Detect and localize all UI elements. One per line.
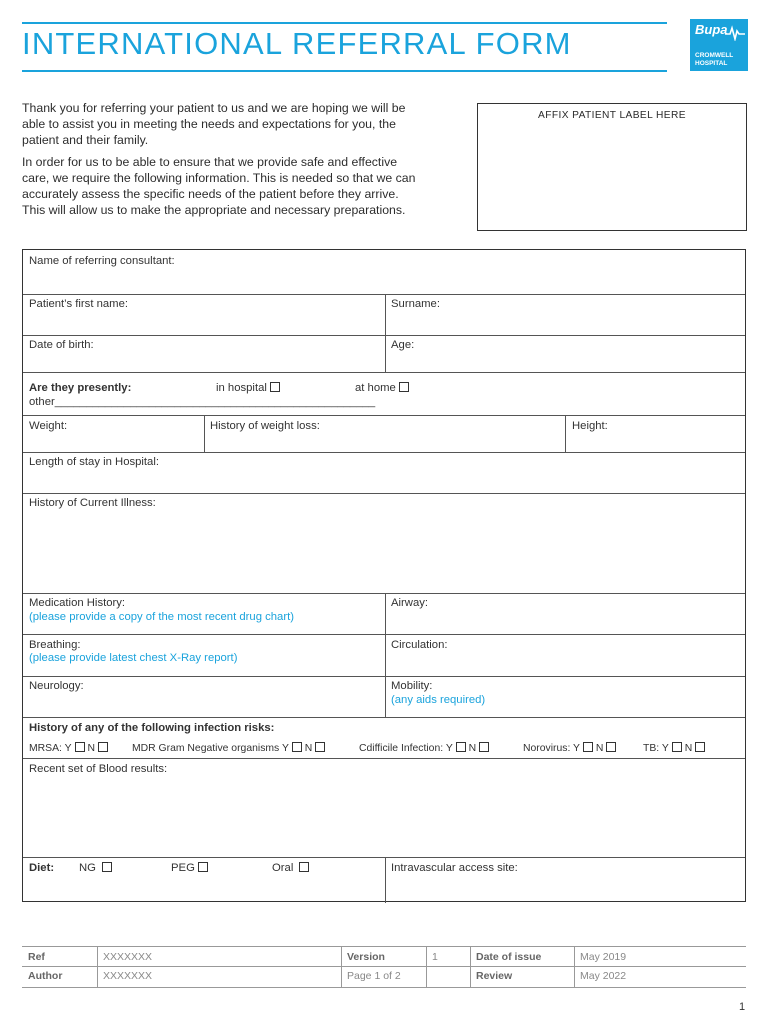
form-divider — [23, 593, 745, 594]
version-label: Version — [347, 951, 385, 963]
iv-access-field[interactable]: Intravascular access site: — [391, 862, 518, 874]
version-value: 1 — [432, 951, 438, 963]
circulation-field[interactable]: Circulation: — [391, 639, 448, 651]
referral-form — [22, 249, 746, 902]
mrsa-no-checkbox[interactable] — [98, 742, 108, 752]
review-label: Review — [476, 970, 513, 982]
surname-field[interactable]: Surname: — [391, 298, 440, 310]
form-divider — [23, 717, 745, 718]
document-control-table — [22, 946, 746, 988]
cdiff-yes-checkbox[interactable] — [456, 742, 466, 752]
form-divider — [23, 758, 745, 759]
ref-value: XXXXXXX — [103, 951, 153, 963]
norovirus-no-checkbox[interactable] — [606, 742, 616, 752]
intro-paragraph-2: In order for us to be able to ensure that we provide safe and effective care, we require the following information. This is needed so that we can accurately assess the specific needs of the patient before they arrive. This will allow us to make the appropriate and necessary preparations. — [22, 155, 416, 217]
mdr-no-checkbox[interactable] — [315, 742, 325, 752]
form-divider — [23, 294, 745, 295]
in-hospital-checkbox[interactable] — [270, 382, 280, 392]
form-divider — [23, 857, 745, 858]
issue-label: Date of issue — [476, 951, 542, 963]
tb-no-checkbox[interactable] — [695, 742, 705, 752]
in-hospital-option[interactable]: in hospital — [216, 382, 280, 394]
diet-label: Diet: — [29, 862, 55, 874]
ng-option[interactable]: NG — [79, 862, 112, 874]
form-divider — [23, 415, 745, 416]
form-column-divider — [204, 415, 205, 452]
norovirus-option[interactable]: Norovirus: Y N — [523, 742, 616, 754]
airway-field[interactable]: Airway: — [391, 597, 429, 609]
consultant-field[interactable]: Name of referring consultant: — [29, 255, 175, 267]
form-column-divider — [385, 294, 386, 372]
page-of-value: Page 1 of 2 — [347, 970, 401, 982]
weight-field[interactable]: Weight: — [29, 420, 68, 432]
at-home-checkbox[interactable] — [399, 382, 409, 392]
form-divider — [23, 634, 745, 635]
oral-checkbox[interactable] — [299, 862, 309, 872]
form-divider — [23, 372, 745, 373]
peg-checkbox[interactable] — [198, 862, 208, 872]
cdiff-option[interactable]: Cdifficile Infection: Y N — [359, 742, 489, 754]
intro-paragraph-1: Thank you for referring your patient to us and we are hoping we will be able to assist you in meeting the needs and expectations for you, the patient and their family. — [22, 101, 406, 147]
header-rule-bottom — [22, 70, 667, 72]
age-field[interactable]: Age: — [391, 339, 415, 351]
ng-checkbox[interactable] — [102, 862, 112, 872]
mdr-yes-checkbox[interactable] — [292, 742, 302, 752]
mobility-note: (any aids required) — [391, 694, 486, 706]
mrsa-option[interactable]: MRSA: Y N — [29, 742, 108, 754]
mrsa-yes-checkbox[interactable] — [75, 742, 85, 752]
tb-yes-checkbox[interactable] — [672, 742, 682, 752]
infection-title: History of any of the following infection risks: — [29, 722, 275, 734]
norovirus-yes-checkbox[interactable] — [583, 742, 593, 752]
review-value: May 2022 — [580, 970, 627, 982]
form-divider — [23, 452, 745, 453]
cdiff-no-checkbox[interactable] — [479, 742, 489, 752]
presently-label: Are they presently: — [29, 382, 132, 394]
oral-option[interactable]: Oral — [272, 862, 309, 874]
author-value: XXXXXXX — [103, 970, 153, 982]
author-label: Author — [28, 970, 63, 982]
medication-field[interactable]: Medication History: — [29, 597, 126, 609]
other-field[interactable]: other___________________________________________________ — [29, 396, 376, 408]
logo-brand: Bupa — [695, 22, 728, 37]
table-row-divider — [22, 966, 746, 967]
patient-label-text: AFFIX PATIENT LABEL HERE — [538, 110, 686, 121]
first-name-field[interactable]: Patient’s first name: — [29, 298, 128, 310]
issue-value: May 2019 — [580, 951, 627, 963]
form-column-divider — [565, 415, 566, 452]
breathing-note: (please provide latest chest X-Ray report) — [29, 652, 238, 664]
bupa-logo — [690, 19, 748, 71]
tb-option[interactable]: TB: Y N — [643, 742, 705, 754]
neurology-field[interactable]: Neurology: — [29, 680, 84, 692]
page-number: 1 — [739, 1001, 746, 1013]
current-illness-field[interactable]: History of Current Illness: — [29, 497, 156, 509]
length-of-stay-field[interactable]: Length of stay in Hospital: — [29, 456, 159, 468]
ref-label: Ref — [28, 951, 45, 963]
dob-field[interactable]: Date of birth: — [29, 339, 94, 351]
medication-note: (please provide a copy of the most recent drug chart) — [29, 611, 294, 623]
form-divider — [23, 493, 745, 494]
height-field[interactable]: Height: — [572, 420, 608, 432]
mdr-option[interactable]: MDR Gram Negative organisms Y N — [132, 742, 325, 754]
mobility-field[interactable]: Mobility: — [391, 680, 433, 692]
weight-loss-field[interactable]: History of weight loss: — [210, 420, 320, 432]
breathing-field[interactable]: Breathing: — [29, 639, 81, 651]
header-rule-top — [22, 22, 667, 24]
patient-label-box — [477, 103, 747, 231]
logo-hospital: CROMWELL HOSPITAL — [695, 52, 734, 67]
blood-results-field[interactable]: Recent set of Blood results: — [29, 763, 168, 775]
form-divider — [23, 676, 745, 677]
form-column-divider — [385, 593, 386, 717]
form-divider — [23, 335, 745, 336]
at-home-option[interactable]: at home — [355, 382, 409, 394]
peg-option[interactable]: PEG — [171, 862, 208, 874]
form-column-divider — [385, 857, 386, 903]
heartbeat-icon — [725, 25, 745, 41]
page-title: INTERNATIONAL REFERRAL FORM — [22, 26, 572, 61]
